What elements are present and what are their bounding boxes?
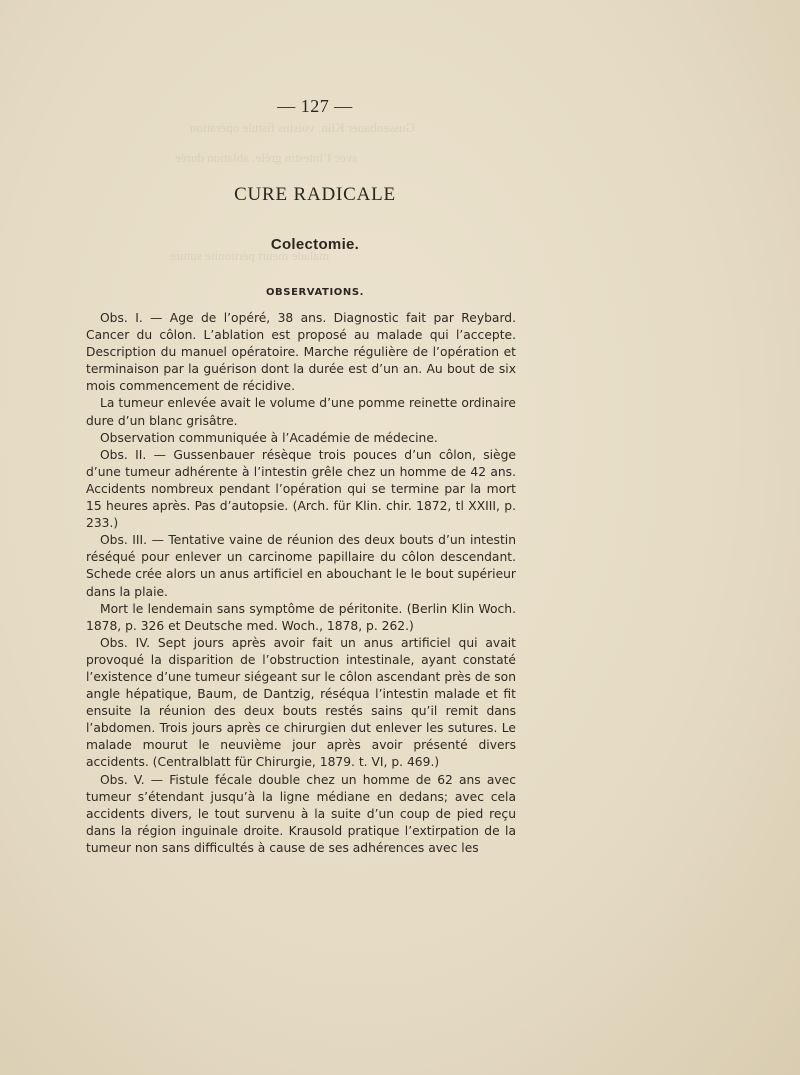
observations-heading: OBSERVATIONS. (265, 287, 365, 298)
paragraph-mort: Mort le lendemain sans symptôme de péritonite. (Berlin Klin Woch. 1878, p. 326 et Deutsche med. Woch., 1878, p. 262.) (86, 601, 516, 633)
paragraph-obs-3: Obs. III. — Tentative vaine de réunion des deux bouts d’un intestin réséqué pour enlever un carcinome papillaire du côlon descendant. Schede crée alors un anus artificiel en abouchant le le bout supérieur dans la plaie. (86, 533, 516, 599)
paragraph-obs-4: Obs. IV. Sept jours après avoir fait un anus artificiel qui avait provoqué la disparition de l’obstruction intestinale, ayant constaté l’existence d’une tumeur siégeant sur le côlon ascendant près de son angle hépatique, Baum, de Dantzig, réséqua l’intestin malade et fit ensuite la réunion des deux bouts restés sains qu’il remit dans l’abdomen. Trois jours après ce chirurgien dut enlever les sutures. Le malade mourut le neuvième jour après avoir présenté divers accidents. (Centralblatt für Chirurgie, 1879. t. VI, p. 469.) (86, 635, 516, 770)
page-number: — 127 — (277, 96, 353, 116)
paragraph-academie: Observation communiquée à l’Académie de médecine. (100, 430, 438, 445)
section-title: CURE RADICALE (234, 184, 396, 205)
paragraph-obs-2: Obs. II. — Gussenbauer résèque trois pouces d’un côlon, siège d’une tumeur adhérente à l’intestin grêle chez un homme de 42 ans. Accidents nombreux pendant l’opération qui se termine par la mort 15 heures après. Pas d’autopsie. (Arch. für Klin. chir. 1872, tl XXIII, p. 233.) (86, 447, 516, 531)
paragraph-obs-1: Obs. I. — Age de l’opéré, 38 ans. Diagnostic fait par Reybard. Cancer du côlon. L’ablation est proposé au malade qui l’accepte. Description du manuel opératoire. Marche régulière de l’opération et terminaison par la guérison dont la durée est d’un an. Au bout de six mois commencement de récidive. (86, 311, 516, 394)
bleed-through-text: malade meurt péritonite suture (170, 248, 330, 263)
paragraph-tumeur: La tumeur enlevée avait le volume d’une pomme reinette ordinaire dure d’un blanc grisâtre. (86, 396, 516, 428)
subsection-title: Colectomie. (270, 236, 360, 253)
body-text (86, 310, 516, 857)
bleed-through-text: Gussenbauer Klin. voisins fistule opération (190, 120, 415, 135)
bleed-through-text: avec l’intestin grêle. ablation durée (175, 150, 359, 165)
paragraph-obs-5: Obs. V. — Fistule fécale double chez un homme de 62 ans avec tumeur s’étendant jusqu’à la ligne médiane en dedans; avec cela accidents divers, le tout survenu à la suite d’un coup de pied reçu dans la région inguinale droite. Krausold pratique l’extirpation de la tumeur non sans difficultés à cause de ses adhérences avec les (86, 772, 516, 855)
